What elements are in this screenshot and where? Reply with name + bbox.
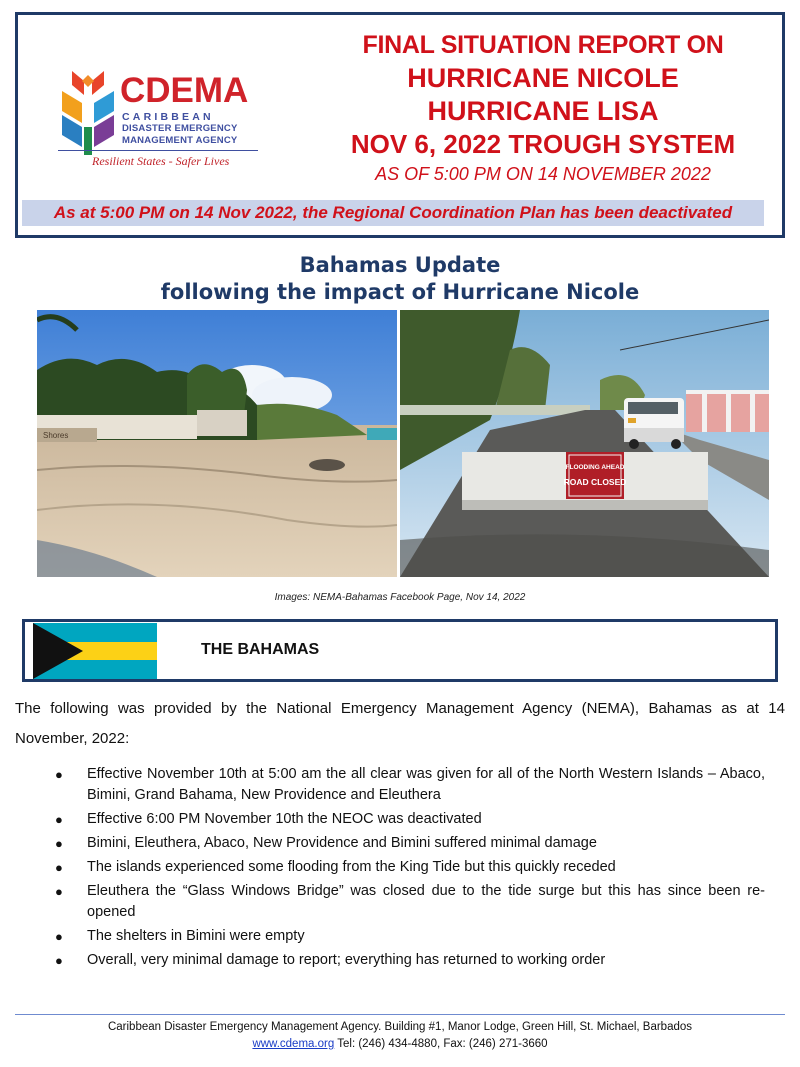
list-item: ● Eleuthera the “Glass Windows Bridge” was closed due to the tide surge but this has since been re-opened [55, 883, 765, 920]
logo-divider [58, 150, 258, 151]
footer-address: Caribbean Disaster Emergency Management Agency. Building #1, Manor Lodge, Green Hill, St. Michael, Barbados [107, 1021, 693, 1033]
bullet-icon: ● [55, 767, 63, 782]
list-item: ● The shelters in Bimini were empty [55, 926, 765, 947]
report-title [308, 29, 778, 187]
logo-management-agency: MANAGEMENT AGENCY [122, 135, 238, 146]
photo-caption: Images: NEMA-Bahamas Facebook Page, Nov 14, 2022 [274, 592, 526, 603]
bullet-icon: ● [55, 836, 63, 851]
photo-road-closed [400, 310, 769, 577]
section-title-1: Bahamas Update [299, 253, 501, 277]
list-item: ● Bimini, Eleuthera, Abaco, New Providence and Bimini suffered minimal damage [55, 833, 765, 854]
logo-tagline: Resilient States - Safer Lives [92, 154, 230, 168]
list-item: ● Overall, very minimal damage to report; everything has returned to working order [55, 950, 765, 971]
bullet-icon: ● [55, 860, 63, 875]
bullet-icon: ● [55, 812, 63, 827]
cdema-logo-icon [58, 71, 118, 157]
list-item: ● Effective 6:00 PM November 10th the NEOC was deactivated [55, 809, 765, 830]
intro-paragraph: The following was provided by the National Emergency Management Agency (NEMA), Bahamas as at 14 November, 2022: [15, 700, 785, 747]
deactivation-notice: As at 5:00 PM on 14 Nov 2022, the Regional Coordination Plan has been deactivated [22, 200, 764, 226]
title-date: AS OF 5:00 PM ON 14 NOVEMBER 2022 [375, 164, 711, 184]
list-item: ● The islands experienced some flooding from the King Tide but this quickly receded [55, 857, 765, 878]
bahamas-flag-icon [33, 623, 157, 679]
list-item: ● Effective November 10th at 5:00 am the all clear was given for all of the North Western Islands – Abaco, Bimini, Grand Bahama, New Providence and Eleuthera [55, 766, 765, 803]
section-title-2: following the impact of Hurricane Nicole [160, 280, 640, 304]
photo-sandy-road [37, 310, 397, 577]
title-line-1: FINAL SITUATION REPORT ON [362, 31, 724, 59]
bullet-icon: ● [55, 884, 63, 899]
footer-contact [0, 1038, 800, 1050]
sign-road-closed: ROAD CLOSED [563, 477, 627, 487]
website-link[interactable]: www.cdema.org [252, 1038, 335, 1050]
cdema-logo [58, 65, 258, 185]
country-label: THE BAHAMAS [201, 641, 320, 658]
logo-caribbean: CARIBBEAN [122, 111, 214, 123]
update-list [55, 764, 765, 974]
footer-phones: Tel: (246) 434-4880, Fax: (246) 271-3660 [334, 1038, 548, 1050]
sign-flooding-ahead: FLOODING AHEAD [565, 464, 625, 471]
footer-divider [15, 1014, 785, 1015]
title-line-3: HURRICANE LISA [427, 96, 659, 126]
logo-wordmark: CDEMA [120, 71, 249, 110]
title-line-4: NOV 6, 2022 TROUGH SYSTEM [350, 129, 736, 159]
country-banner [22, 619, 778, 682]
bullet-icon: ● [55, 953, 63, 968]
bullet-icon: ● [55, 929, 63, 944]
logo-disaster-emergency: DISASTER EMERGENCY [122, 123, 238, 134]
left-photo-sign: Shores [43, 431, 69, 440]
title-line-2: HURRICANE NICOLE [407, 63, 679, 93]
